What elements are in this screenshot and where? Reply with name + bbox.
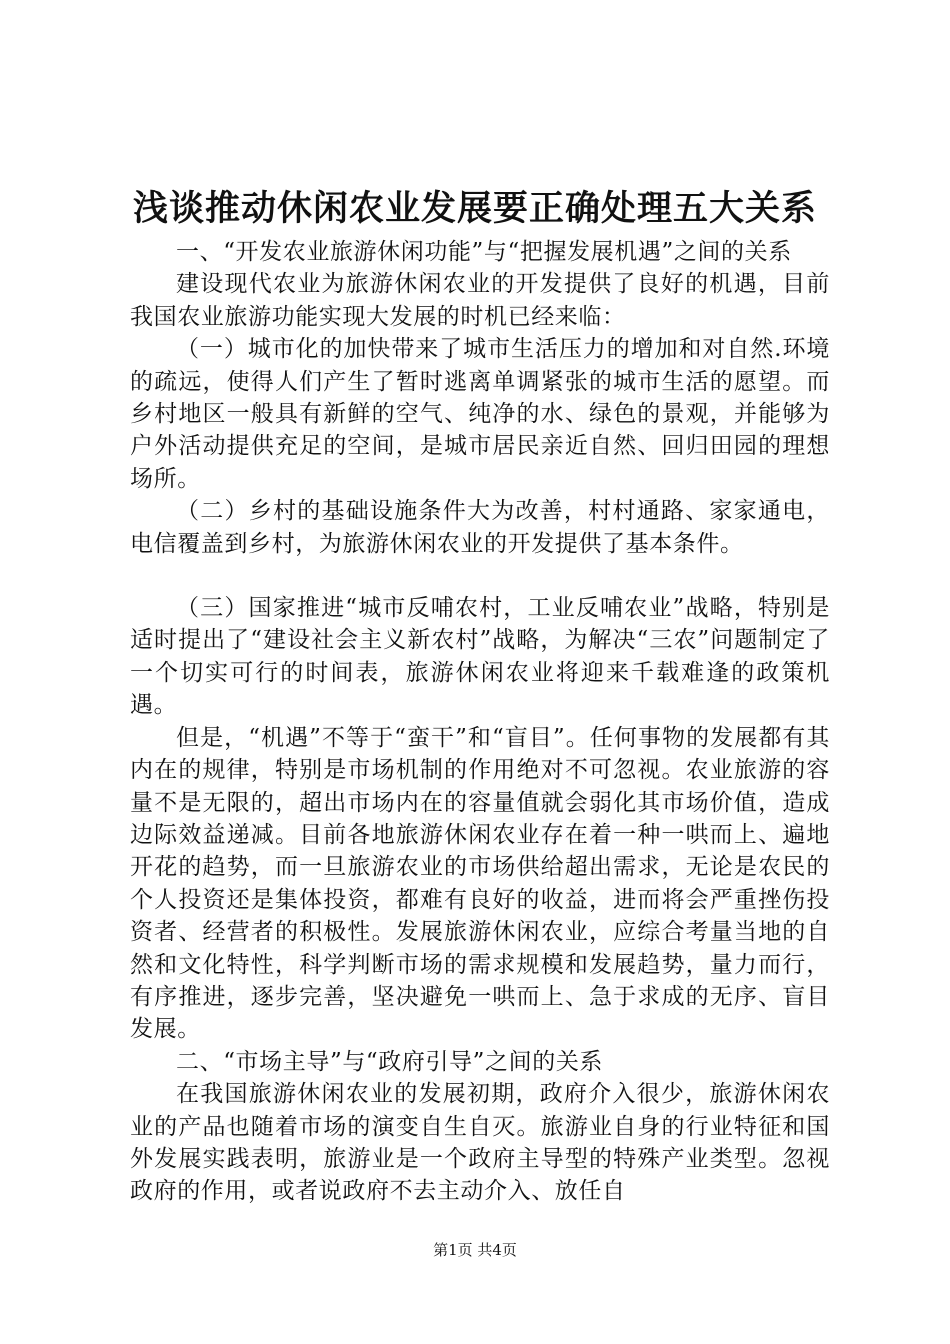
paragraph: （二）乡村的基础设施条件大为改善，村村通路、家家通电，电信覆盖到乡村，为旅游休闲农业的开发提供了基本条件。 <box>130 498 830 557</box>
section-heading-1: 一、“开发农业旅游休闲功能”与“把握发展机遇”之间的关系 <box>176 239 792 265</box>
document-body <box>130 236 830 1208</box>
paragraph: 在我国旅游休闲农业的发展初期，政府介入很少，旅游休闲农业的产品也随着市场的演变自生自灭。旅游业自身的行业特征和国外发展实践表明，旅游业是一个政府主导型的特殊产业类型。忽视政府的作用，或者说政府不去主动介入、放任自 <box>130 1081 830 1205</box>
paragraph: （一）城市化的加快带来了城市生活压力的增加和对自然.环境的疏远，使得人们产生了暂时逃离单调紧张的城市生活的愿望。而乡村地区一般具有新鲜的空气、纯净的水、绿色的景观，并能够为户外活动提供充足的空间，是城市居民亲近自然、回归田园的理想场所。 <box>130 336 830 492</box>
document-title: 浅谈推动休闲农业发展要正确处理五大关系 <box>132 188 817 229</box>
page-number: 第1页 共4页 <box>433 1241 517 1259</box>
paragraph: （三）国家推进“城市反哺农村，工业反哺农业”战略，特别是适时提出了“建设社会主义新农村”战略，为解决“三农”问题制定了一个切实可行的时间表，旅游休闲农业将迎来千载难逢的政策机遇。 <box>130 595 830 719</box>
paragraph: 但是，“机遇”不等于“蛮干”和“盲目”。任何事物的发展都有其内在的规律，特别是市场机制的作用绝对不可忽视。农业旅游的容量不是无限的，超出市场内在的容量值就会弱化其市场价值，造成边际效益递减。目前各地旅游休闲农业存在着一种一哄而上、遍地开花的趋势，而一旦旅游农业的市场供给超出需求，无论是农民的个人投资还是集体投资，都难有良好的收益，进而将会严重挫伤投资者、经营者的积极性。发展旅游休闲农业，应综合考量当地的自然和文化特性，科学判断市场的需求规模和发展趋势，量力而行，有序推进，逐步完善，坚决避免一哄而上、急于求成的无序、盲目发展。 <box>130 724 830 1043</box>
paragraph: 建设现代农业为旅游休闲农业的开发提供了良好的机遇，目前我国农业旅游功能实现大发展的时机已经来临： <box>130 271 830 330</box>
section-heading-2: 二、“市场主导”与“政府引导”之间的关系 <box>176 1048 604 1075</box>
